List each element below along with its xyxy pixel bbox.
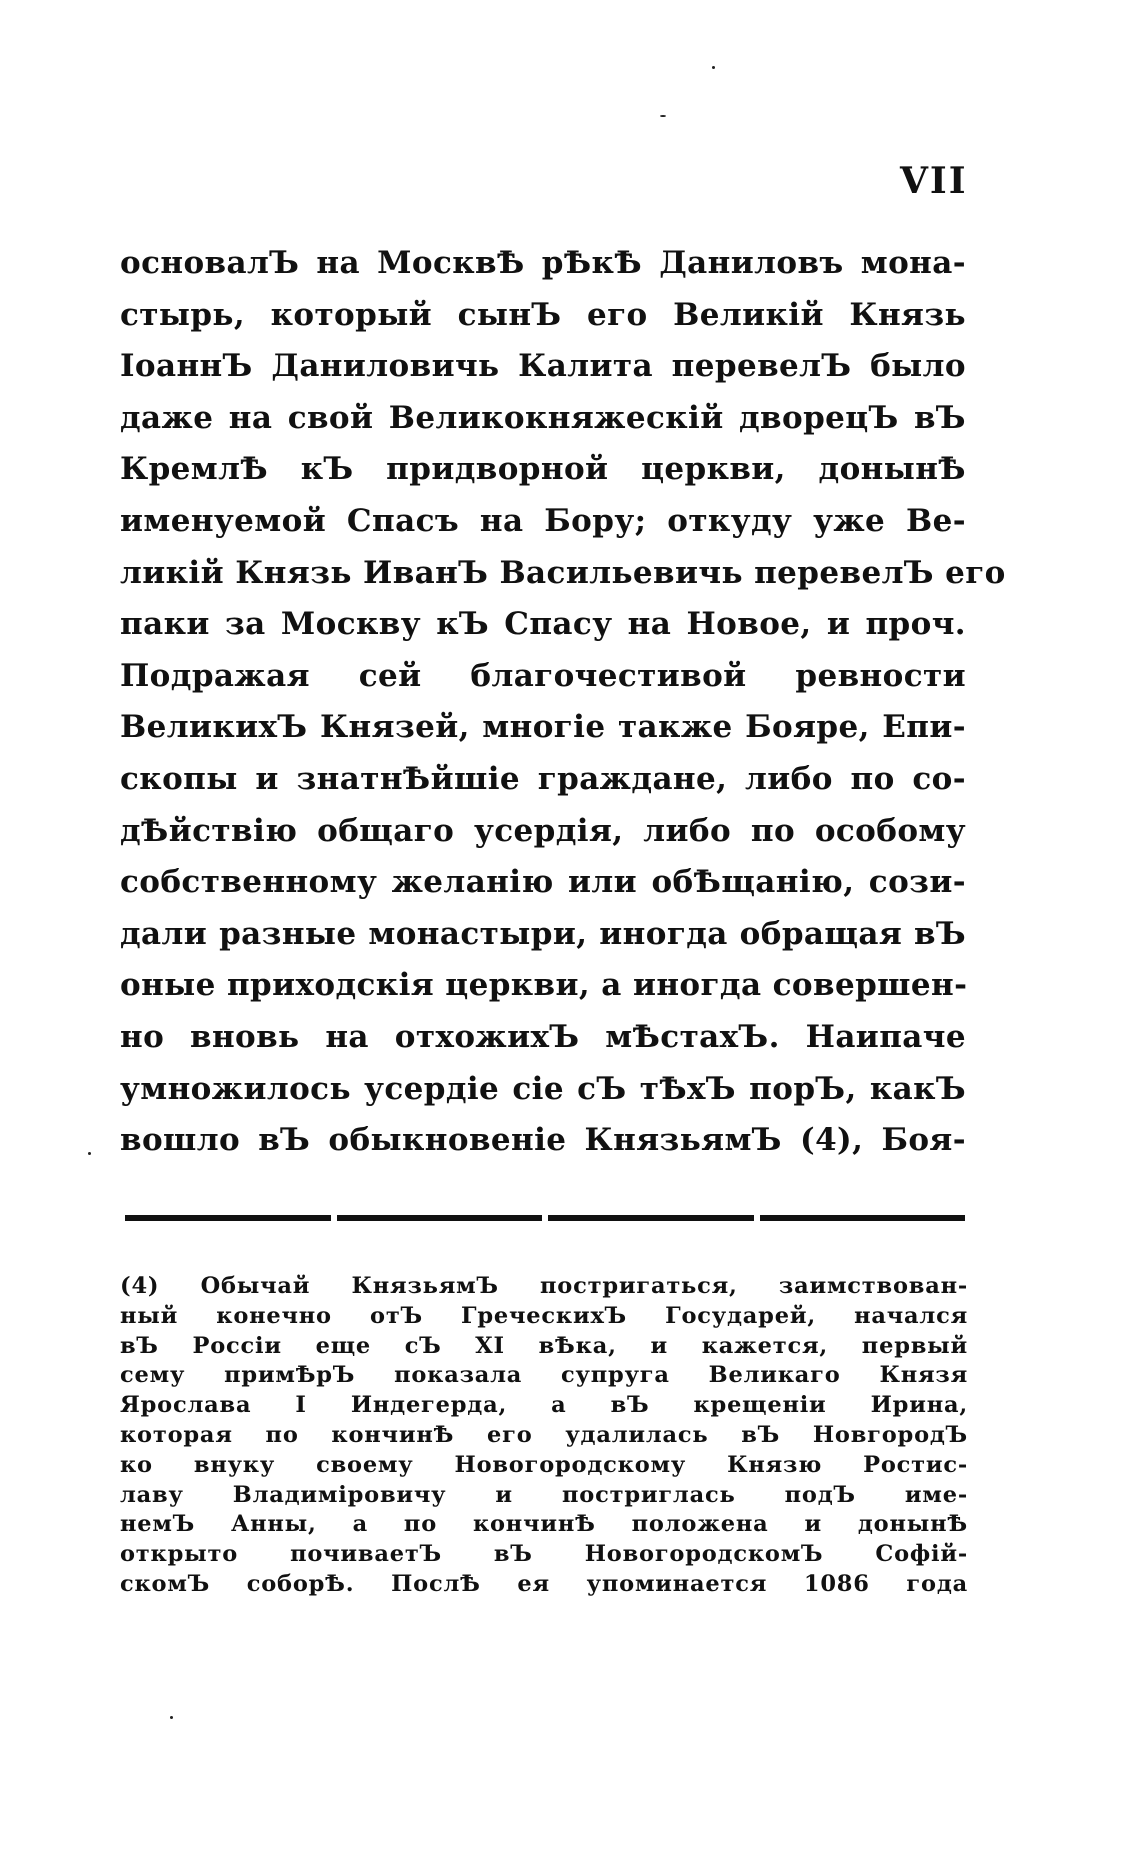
footnote [120,1272,968,1600]
text-line: паки за Москву кЪ Спасу на Новое, и проч. [120,606,966,643]
text-line: дѢйствію общаго усердія, либо по особому [120,812,966,849]
footnote-line: ный конечно отЪ ГреческихЪ Государей, начался [120,1302,968,1329]
ink-speck [660,115,666,117]
footnote-line: (4) Обычай КнязьямЪ постригаться, заимствован- [120,1273,968,1299]
text-line: основалЪ на МосквѢ рѢкѢ Даниловъ мона- [120,245,966,281]
ink-speck [712,66,715,69]
footnote-line: ко внуку своему Новогородскому Князю Ростис- [120,1451,968,1478]
footnote-line: лаву Владиміровичу и постриглась подЪ име- [120,1481,968,1508]
text-line: именуемой Спасъ на Бору; откуду уже Ве- [120,502,966,539]
footnote-separator [125,1215,965,1222]
text-line: умножилось усердіе сіе сЪ тѢхЪ порЪ, какЪ [120,1070,966,1107]
text-line: Подражая сей благочестивой ревности [120,657,966,694]
footnote-line: скомЪ соборѢ. ПослѢ ея упоминается 1086 года [120,1570,968,1597]
text-line: вошло вЪ обыкновеніе КнязьямЪ (4), Боя- [120,1122,966,1159]
text-line: оные приходскія церкви, а иногда совершен- [120,967,968,1004]
text-line: дали разные монастыри, иногда обращая вЪ [120,915,966,952]
footnote-line: которая по кончинѢ его удалилась вЪ НовгородЪ [120,1421,968,1448]
rule-segment [548,1215,754,1221]
footnote-line: вЪ Россіи еще сЪ XI вѢка, и кажется, первый [120,1332,968,1359]
text-line: скопы и знатнѢйшіе граждане, либо по со- [120,760,966,797]
text-line: ВеликихЪ Князей, многіе также Бояре, Епи- [120,709,966,746]
rule-segment [125,1215,331,1221]
text-line: КремлѢ кЪ придворной церкви, донынѢ [120,451,966,488]
footnote-line: открыто почиваетЪ вЪ НовогородскомЪ Софій- [120,1541,968,1568]
rule-segment [337,1215,543,1221]
page-number: VII [900,160,968,202]
text-line: но вновь на отхожихЪ мѢстахЪ. Наипаче [120,1018,966,1055]
text-line: стырь, который сынЪ его Великій Князь [120,296,966,333]
text-line: собственному желанію или обѢщанію, сози- [120,864,966,901]
ink-speck [170,1716,173,1719]
footnote-line: немЪ Анны, а по кончинѢ положена и донынѢ [120,1511,968,1538]
rule-segment [760,1215,966,1221]
ink-speck [88,1152,91,1155]
text-line: ликій Князь ИванЪ Васильевичь перевелЪ его [120,554,1006,591]
text-line: ІоаннЪ Даниловичь Калита перевелЪ было [120,348,966,385]
text-line: даже на свой Великокняжескій дворецЪ вЪ [120,399,966,436]
main-text [120,238,1006,1167]
footnote-line: сему примѢрЪ показала супруга Великаго Князя [120,1362,968,1389]
footnote-line: Ярослава I Индегерда, а вЪ крещеніи Ирина, [120,1392,968,1419]
